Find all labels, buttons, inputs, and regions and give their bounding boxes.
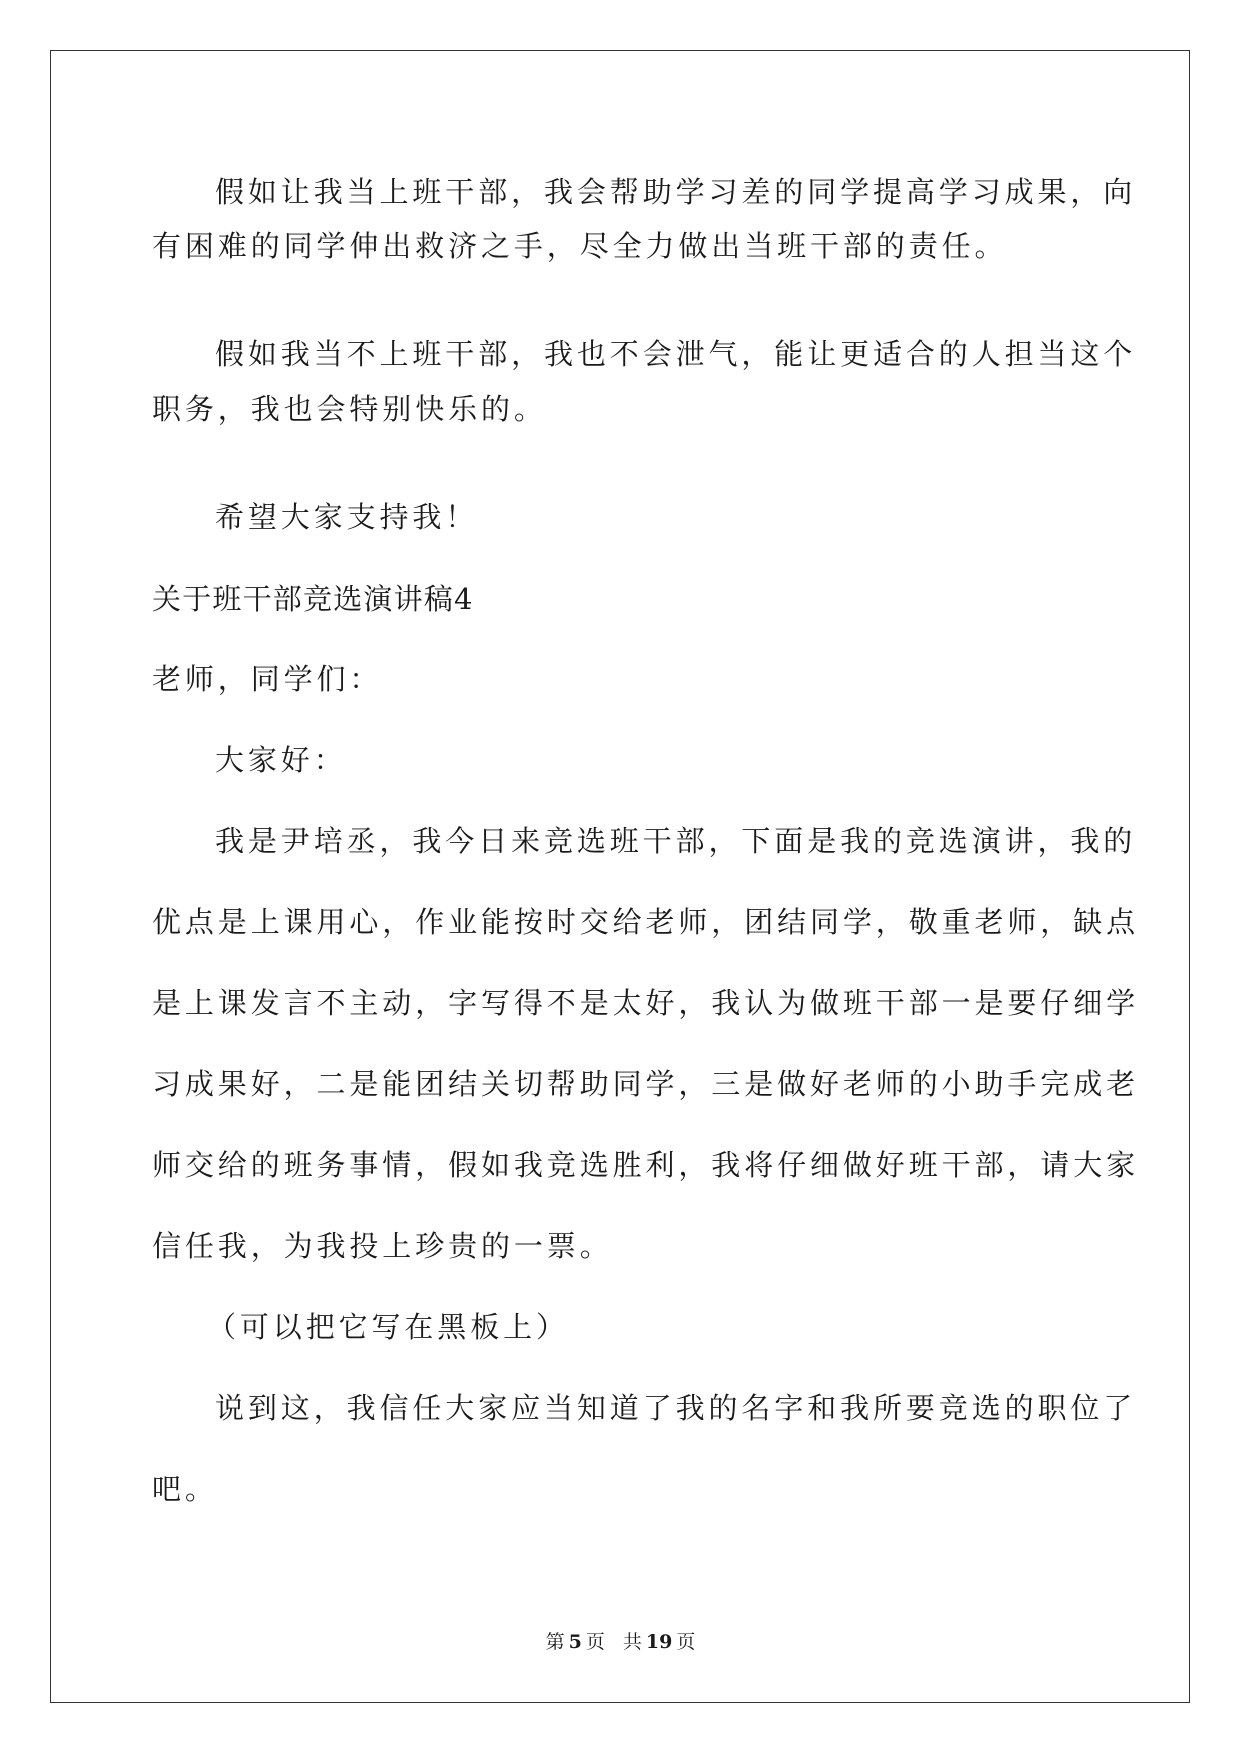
page-number: 5: [568, 1631, 582, 1653]
paragraph-line: 假如让我当上班干部，我会帮助学习差的同学提高学习成果，向: [215, 175, 1137, 209]
page-border: [50, 50, 1190, 1703]
salutation-line: 老师，同学们：: [152, 662, 383, 696]
greeting-line: 大家好：: [215, 743, 347, 777]
paragraph-line: （可以把它写在黑板上）: [207, 1310, 569, 1344]
paragraph-line: 希望大家支持我！: [215, 500, 479, 534]
paragraph-line: 有困难的同学伸出救济之手，尽全力做出当班干部的责任。: [152, 229, 1008, 263]
total-pages: 19: [645, 1631, 673, 1653]
page-suffix: 页: [585, 1631, 605, 1653]
paragraph-line: 说到这，我信任大家应当知道了我的名字和我所要竞选的职位了: [215, 1391, 1137, 1425]
page-footer: [0, 1629, 1241, 1655]
page-prefix: 第: [545, 1631, 565, 1653]
paragraph-line: 假如我当不上班干部，我也不会泄气，能让更适合的人担当这个: [215, 337, 1137, 371]
paragraph-line: 职务，我也会特别快乐的。: [152, 392, 547, 426]
paragraph-line: 习成果好，二是能团结关切帮助同学，三是做好老师的小助手完成老: [152, 1067, 1140, 1101]
paragraph-line: 吧。: [152, 1472, 218, 1506]
total-prefix: 共: [622, 1631, 642, 1653]
total-suffix: 页: [676, 1631, 696, 1653]
paragraph-line: 我是尹培丞，我今日来竞选班干部，下面是我的竞选演讲，我的: [215, 824, 1137, 858]
paragraph-line: 优点是上课用心，作业能按时交给老师，团结同学，敬重老师，缺点: [152, 905, 1140, 939]
paragraph-line: 是上课发言不主动，字写得不是太好，我认为做班干部一是要仔细学: [152, 986, 1140, 1020]
section-heading: 关于班干部竞选演讲稿4: [152, 582, 474, 616]
paragraph-line: 师交给的班务事情，假如我竞选胜利，我将仔细做好班干部，请大家: [152, 1148, 1140, 1182]
paragraph-line: 信任我，为我投上珍贵的一票。: [152, 1229, 613, 1263]
